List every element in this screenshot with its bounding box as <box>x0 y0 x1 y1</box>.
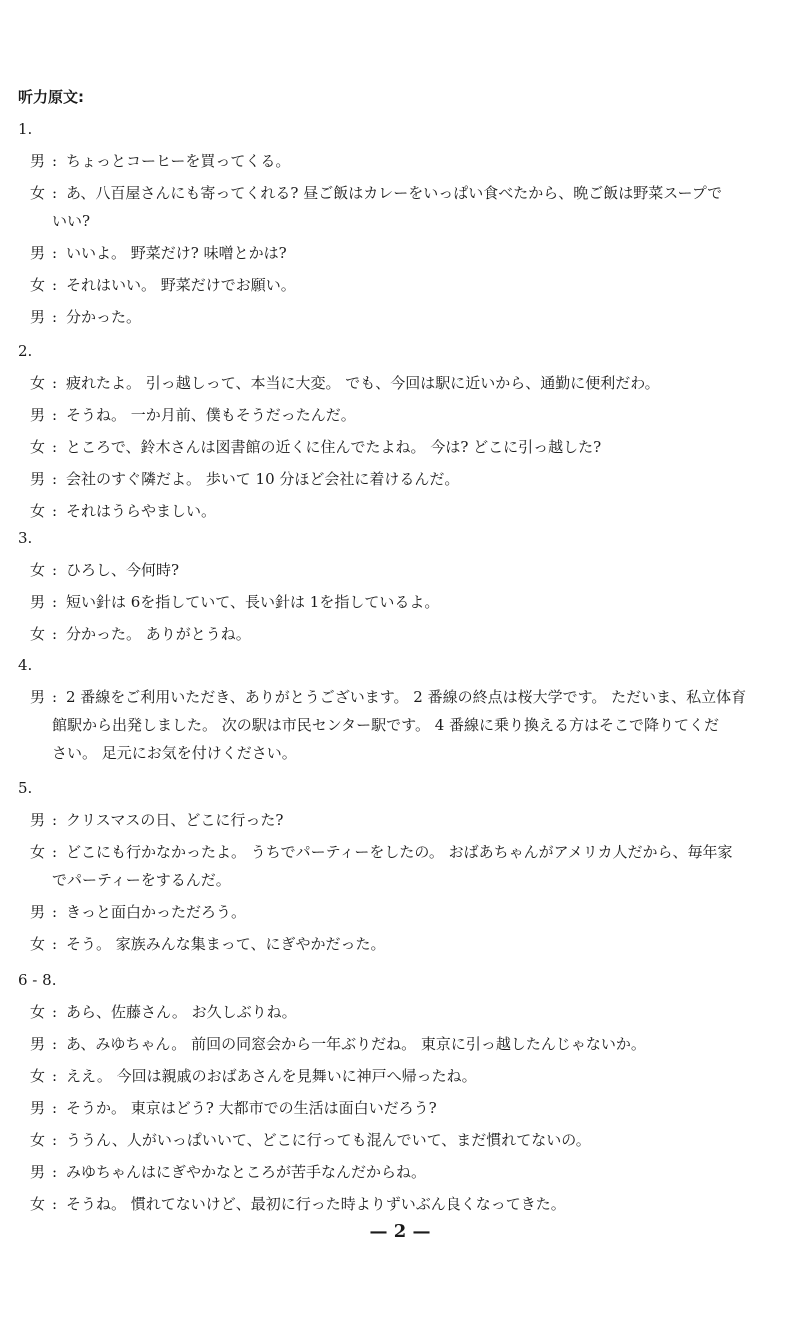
speaker-colon: : <box>52 561 58 579</box>
speaker-colon: : <box>52 438 58 456</box>
utterance-continuation: いい? <box>52 212 91 230</box>
speaker-colon: : <box>52 688 58 706</box>
speaker-colon: : <box>52 374 58 392</box>
speaker-label: 女 <box>30 561 46 579</box>
utterance-text: ええ。 今回は親戚のおばあさんを見舞いに神戸へ帰ったね。 <box>66 1067 477 1085</box>
speaker-colon: : <box>52 1131 58 1149</box>
speaker-label: 男 <box>30 811 46 829</box>
speaker-label: 女 <box>30 1131 46 1149</box>
utterance-text: ひろし、今何時? <box>66 561 180 579</box>
speaker-label: 男 <box>30 470 46 488</box>
utterance-text: 2 番線をご利用いただき、ありがとうございます。 2 番線の終点は桜大学です。 ただいま、私立体育 <box>66 688 747 706</box>
speaker-colon: : <box>52 593 58 611</box>
utterance-text: どこにも行かなかったよ。 うちでパーティーをしたの。 おばあちゃんがアメリカ人だから、毎年家 <box>66 843 733 861</box>
utterance-text: 会社のすぐ隣だよ。 歩いて 10 分ほど会社に着けるんだ。 <box>66 470 460 488</box>
speaker-colon: : <box>52 1099 58 1117</box>
utterance-text: ちょっとコーヒーを買ってくる。 <box>66 152 291 170</box>
speaker-label: 男 <box>30 593 46 611</box>
page-heading: 听力原文: <box>18 88 84 106</box>
speaker-colon: : <box>52 1035 58 1053</box>
speaker-label: 男 <box>30 1035 46 1053</box>
speaker-label: 女 <box>30 1003 46 1021</box>
speaker-label: 女 <box>30 1195 46 1213</box>
utterance-text: そうか。 東京はどう? 大都市での生活は面白いだろう? <box>66 1099 437 1117</box>
speaker-colon: : <box>52 308 58 326</box>
utterance-text: クリスマスの日、どこに行った? <box>66 811 284 829</box>
section-number: 3. <box>18 529 33 547</box>
speaker-label: 男 <box>30 1099 46 1117</box>
utterance-text: 短い針は 6を指していて、長い針は 1を指しているよ。 <box>66 593 440 611</box>
speaker-colon: : <box>52 935 58 953</box>
speaker-label: 女 <box>30 1067 46 1085</box>
utterance-text: それはいい。 野菜だけでお願い。 <box>66 276 296 294</box>
speaker-colon: : <box>52 406 58 424</box>
speaker-colon: : <box>52 152 58 170</box>
utterance-text: 疲れたよ。 引っ越しって、本当に大変。 でも、今回は駅に近いから、通勤に便利だわ。 <box>66 374 660 392</box>
speaker-label: 女 <box>30 276 46 294</box>
section-number: 4. <box>18 656 33 674</box>
speaker-label: 男 <box>30 1163 46 1181</box>
utterance-continuation: さい。 足元にお気を付けください。 <box>52 744 297 762</box>
section-number: 5. <box>18 779 33 797</box>
speaker-label: 女 <box>30 843 46 861</box>
speaker-colon: : <box>52 843 58 861</box>
utterance-text: あ、八百屋さんにも寄ってくれる? 昼ご飯はカレーをいっぱい食べたから、晩ご飯は野菜スープで <box>66 184 723 202</box>
utterance-text: 分かった。 <box>66 308 142 326</box>
speaker-colon: : <box>52 1003 58 1021</box>
utterance-text: いいよ。 野菜だけ? 味噌とかは? <box>66 244 287 262</box>
speaker-colon: : <box>52 811 58 829</box>
speaker-label: 男 <box>30 903 46 921</box>
utterance-text: そうね。 慣れてないけど、最初に行った時よりずいぶん良くなってきた。 <box>66 1195 566 1213</box>
speaker-colon: : <box>52 1195 58 1213</box>
speaker-label: 女 <box>30 374 46 392</box>
speaker-label: 男 <box>30 244 46 262</box>
section-number: 2. <box>18 342 33 360</box>
section-number: 1. <box>18 120 33 138</box>
speaker-label: 女 <box>30 184 46 202</box>
utterance-text: それはうらやましい。 <box>66 502 217 520</box>
section-number: 6 - 8. <box>18 971 57 989</box>
utterance-text: きっと面白かっただろう。 <box>66 903 247 921</box>
speaker-label: 男 <box>30 406 46 424</box>
utterance-text: 分かった。 ありがとうね。 <box>66 625 251 643</box>
speaker-label: 女 <box>30 625 46 643</box>
speaker-colon: : <box>52 470 58 488</box>
speaker-label: 男 <box>30 308 46 326</box>
page-number: — 2 — <box>369 1221 431 1242</box>
speaker-colon: : <box>52 244 58 262</box>
speaker-colon: : <box>52 276 58 294</box>
utterance-continuation: 館駅から出発しました。 次の駅は市民センター駅です。 4 番線に乗り換える方はそこで降りてくだ <box>52 716 720 734</box>
speaker-colon: : <box>52 502 58 520</box>
speaker-colon: : <box>52 625 58 643</box>
speaker-colon: : <box>52 184 58 202</box>
utterance-text: あ、みゆちゃん。 前回の同窓会から一年ぶりだね。 東京に引っ越したんじゃないか。 <box>66 1035 646 1053</box>
speaker-label: 女 <box>30 935 46 953</box>
utterance-text: みゆちゃんはにぎやかなところが苦手なんだからね。 <box>66 1163 427 1181</box>
speaker-label: 女 <box>30 502 46 520</box>
speaker-label: 男 <box>30 152 46 170</box>
utterance-continuation: でパーティーをするんだ。 <box>52 871 231 889</box>
utterance-text: そうね。 一か月前、僕もそうだったんだ。 <box>66 406 356 424</box>
speaker-colon: : <box>52 1163 58 1181</box>
utterance-text: ううん、人がいっぱいいて、どこに行っても混んでいて、まだ慣れてないの。 <box>66 1131 591 1149</box>
utterance-text: あら、佐藤さん。 お久しぶりね。 <box>66 1003 297 1021</box>
speaker-label: 男 <box>30 688 46 706</box>
speaker-label: 女 <box>30 438 46 456</box>
utterance-text: ところで、鈴木さんは図書館の近くに住んでたよね。 今は? どこに引っ越した? <box>66 438 602 456</box>
speaker-colon: : <box>52 903 58 921</box>
utterance-text: そう。 家族みんな集まって、にぎやかだった。 <box>66 935 386 953</box>
speaker-colon: : <box>52 1067 58 1085</box>
